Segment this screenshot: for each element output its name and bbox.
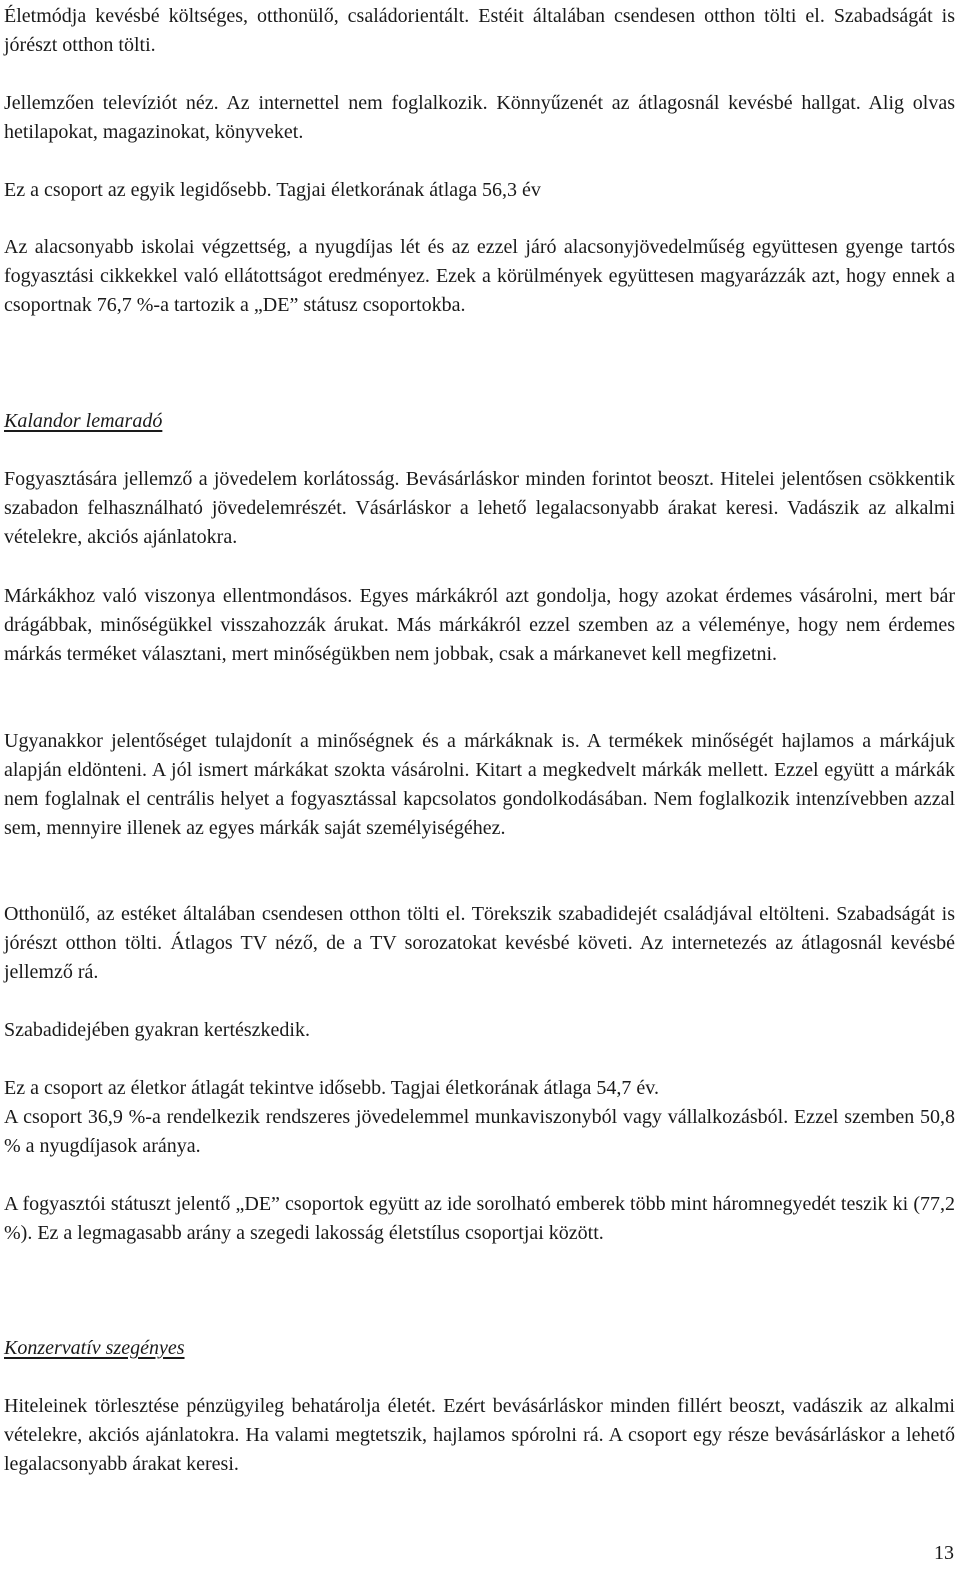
paragraph-leisure: Otthonülő, az estéket általában csendesen otthon tölti el. Törekszik szabadidejét családjával eltölteni. Szabadságát is jórészt otthon tölti. Átlagos TV néző, de a TV sorozatokat kevésbé követi. Az internetezés az átlagosnál kevésbé jellemző rá. [4, 903, 955, 983]
paragraph-lifestyle: Életmódja kevésbé költséges, otthonülő, családorientált. Estéit általában csendesen otthon tölti el. Szabadságát is jórészt otthon tölti. [4, 5, 955, 56]
paragraph-quality: Ugyanakkor jelentőséget tulajdonít a minőségnek és a márkáknak is. A termékek minőségét hajlamos a márkájuk alapján eldönteni. A jól ismert márkákat szokta vásárolni. Kitart a megkedvelt márkák mellett. Ezzel együtt a márkák nem foglalnak el centrális helyet a fogyasztással kapcsolatos gondolkodásában. Nem foglalkozik intenzívebben azzal sem, mennyire illenek az egyes márkák saját személyiségéhez. [4, 730, 955, 839]
paragraph-media-habits: Jellemzően televíziót néz. Az internettel nem foglalkozik. Könnyűzenét az átlagosnál kevésbé hallgat. Alig olvas hetilapokat, magazinokat, könyveket. [4, 92, 955, 143]
paragraph-status-share: A fogyasztói státuszt jelentő „DE” csoportok együtt az ide sorolható emberek több mint háromnegyedét teszik ki (77,2 %). Ez a legmagasabb arány a szegedi lakosság életstílus csoportjai között. [4, 1193, 955, 1244]
paragraph-gardening: Szabadidejében gyakran kertészkedik. [4, 1019, 310, 1041]
paragraph-brands: Márkákhoz való viszonya ellentmondásos. Egyes márkákról azt gondolja, hogy azokat érdemes vásárolni, mert bár drágábbak, minőségükkel visszahozzák árukat. Más márkákról ezzel szemben az a véleménye, hogy nem érdemes márkás terméket választani, mert minőségükben nem jobbak, csak a márkanevet kell megfizetni. [4, 585, 955, 665]
section-heading-kalandor-lemarado: Kalandor lemaradó [4, 410, 163, 432]
paragraph-age: Ez a csoport az egyik legidősebb. Tagjai életkorának átlaga 56,3 év [4, 179, 541, 201]
section-heading-konzervativ-szegenyes: Konzervatív szegényes [4, 1337, 185, 1359]
paragraph-average-age: Ez a csoport az életkor átlagát tekintve idősebb. Tagjai életkorának átlaga 54,7 év. [4, 1077, 659, 1099]
paragraph-consumption: Fogyasztására jellemző a jövedelem korlátosság. Bevásárláskor minden forintot beoszt. Hitelei jelentősen csökkentik szabadon felhasználható jövedelemrészét. Vásárláskor a lehető legalacsonyabb árakat keresi. Vadászik az alkalmi vételekre, akciós ajánlatokra. [4, 468, 955, 548]
paragraph-income: A csoport 36,9 %-a rendelkezik rendszeres jövedelemmel munkaviszonyból vagy vállalkozásból. Ezzel szemben 50,8 % a nyugdíjasok aránya. [4, 1106, 955, 1157]
page-number: 13 [934, 1542, 954, 1564]
paragraph-education-status: Az alacsonyabb iskolai végzettség, a nyugdíjas lét és az ezzel járó alacsonyjövedelműség együttesen gyenge tartós fogyasztási cikkekkel való ellátottságot eredményez. Ezek a körülmények együttesen magyarázzák azt, hogy ennek a csoportnak 76,7 %-a tartozik a „DE” státusz csoportokba. [4, 236, 955, 316]
paragraph-credit: Hiteleinek törlesztése pénzügyileg behatárolja életét. Ezért bevásárláskor minden fillért beoszt, vadászik az alkalmi vételekre, akciós ajánlatokra. Ha valami megtetszik, hajlamos spórolni rá. A csoport egy része bevásárláskor a lehető legalacsonyabb árakat keresi. [4, 1395, 955, 1475]
